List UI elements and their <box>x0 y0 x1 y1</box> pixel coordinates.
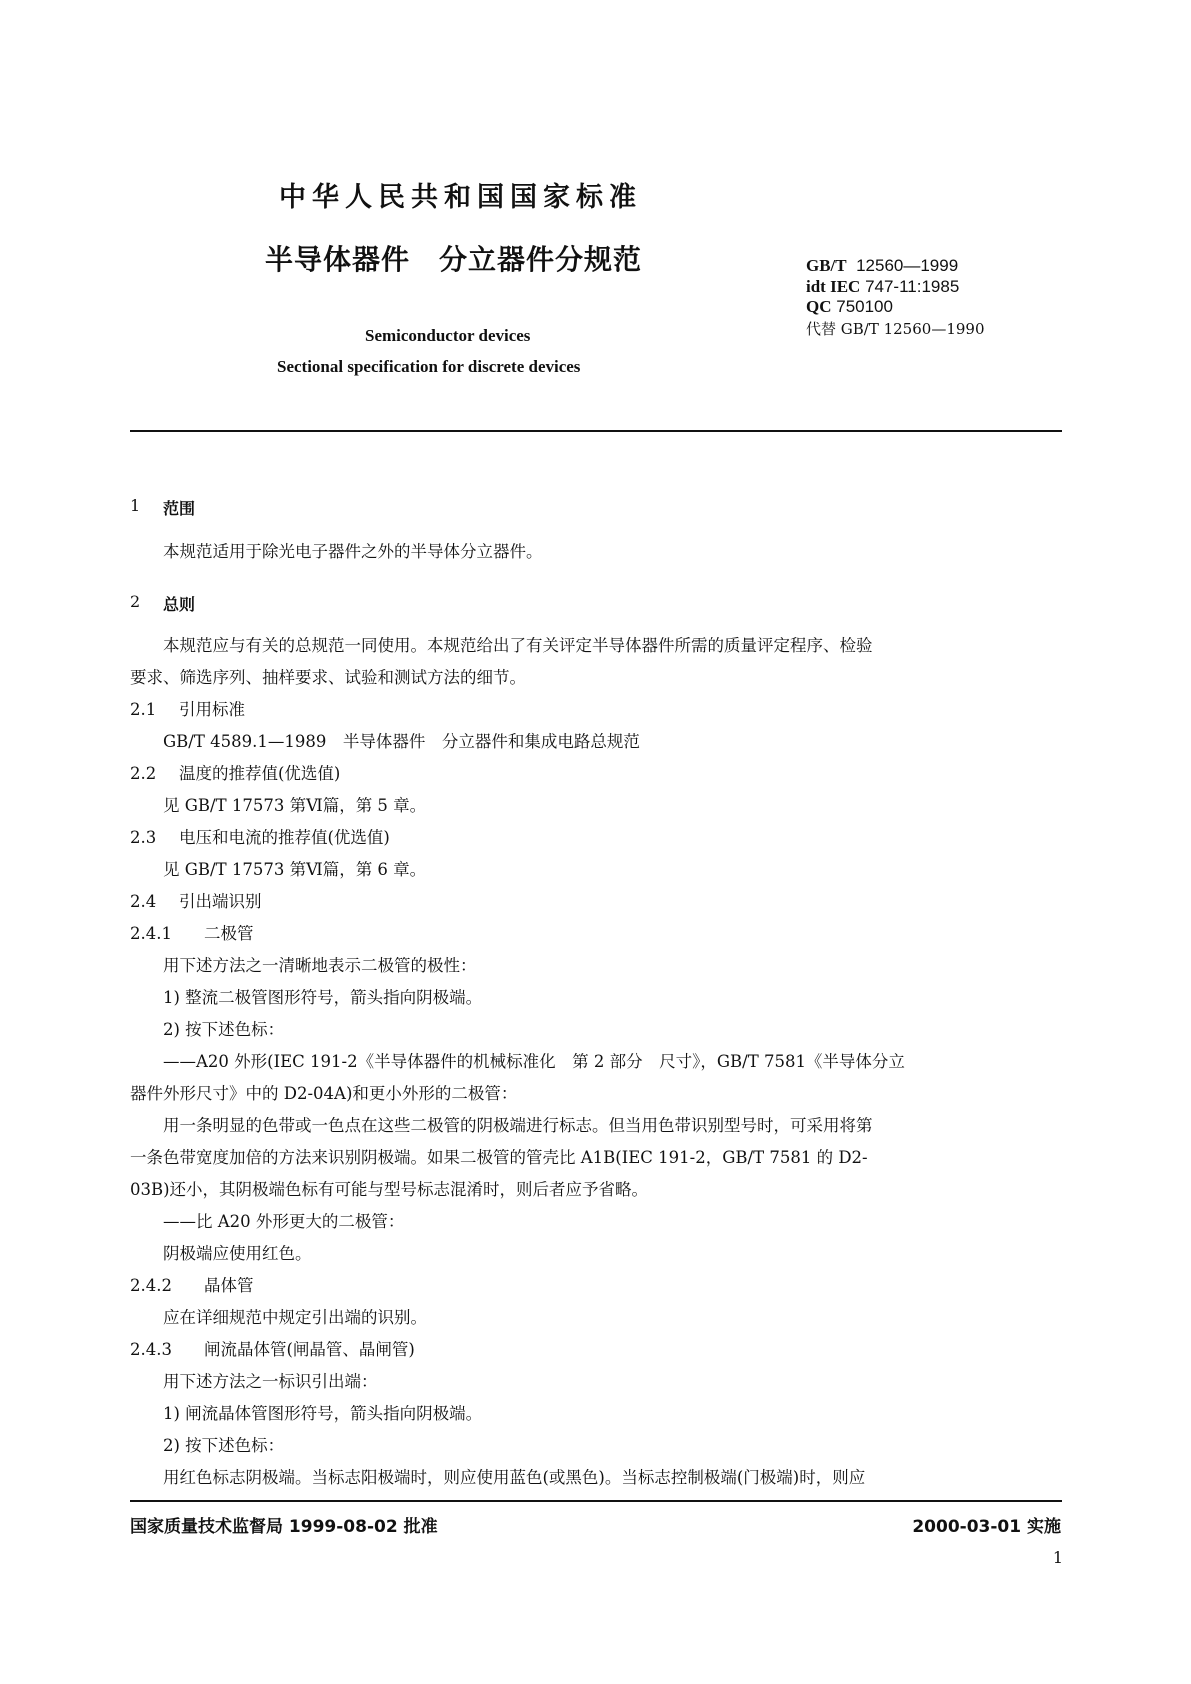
idt-prefix: idt IEC <box>806 277 861 296</box>
standard-number <box>806 256 958 276</box>
section-2-4-3-title: 闸流晶体管(闸晶管、晶闸管) <box>204 1340 415 1359</box>
section-2-4-1-line3: 2) 按下述色标： <box>163 1020 285 1039</box>
section-2-4-2-number: 2.4.2 <box>130 1276 172 1295</box>
section-2-4-1-line10: 阴极端应使用红色。 <box>163 1244 312 1263</box>
section-2-2-title: 温度的推荐值(优选值) <box>179 764 341 783</box>
idt-reference <box>806 277 959 297</box>
document-title-cn: 半导体器件 分立器件分规范 <box>265 243 643 276</box>
section-2-4-1-line2: 1) 整流二极管图形符号，箭头指向阴极端。 <box>163 988 483 1007</box>
section-2-4-1-number: 2.4.1 <box>130 924 172 943</box>
section-2-3-number: 2.3 <box>130 828 157 847</box>
section-2-4-3-line4: 用红色标志阴极端。当标志阳极端时，则应使用蓝色(或黑色)。当标志控制极端(门极端)时，则应 <box>163 1468 866 1487</box>
section-2-4-1-line9: ——比 A20 外形更大的二极管： <box>163 1212 405 1231</box>
qc-reference <box>806 297 893 317</box>
qc-prefix: QC <box>806 297 832 316</box>
section-2-4-3-number: 2.4.3 <box>130 1340 172 1359</box>
section-1-title: 范围 <box>163 499 196 518</box>
section-1-text: 本规范适用于除光电子器件之外的半导体分立器件。 <box>163 542 543 561</box>
idt-code: 747-11:1985 <box>865 277 960 296</box>
qc-code: 750100 <box>836 297 893 316</box>
section-2-4-1-line1: 用下述方法之一清晰地表示二极管的极性： <box>163 956 477 975</box>
section-2-4-1-title: 二极管 <box>204 924 254 943</box>
section-2-4-title: 引出端识别 <box>179 892 262 911</box>
standard-prefix: GB/T <box>806 256 847 275</box>
replaces-note: 代替 GB/T 12560—1990 <box>806 320 985 338</box>
section-2-number: 2 <box>130 592 141 611</box>
section-2-2-number: 2.2 <box>130 764 157 783</box>
section-2-4-1-line5: 器件外形尺寸》中的 D2-04A)和更小外形的二极管： <box>130 1084 518 1103</box>
section-2-4-3-line3: 2) 按下述色标： <box>163 1436 285 1455</box>
section-2-4-2-text: 应在详细规范中规定引出端的识别。 <box>163 1308 427 1327</box>
section-2-4-1-line7: 一条色带宽度加倍的方法来识别阴极端。如果二极管的管壳比 A1B(IEC 191-2，GB/T 7581 的 D2- <box>130 1148 868 1167</box>
national-standard-heading: 中华人民共和国国家标准 <box>279 182 642 213</box>
section-2-title: 总则 <box>163 595 196 614</box>
section-2-2-text: 见 GB/T 17573 第Ⅵ篇，第 5 章。 <box>163 796 427 815</box>
section-2-4-3-line2: 1) 闸流晶体管图形符号，箭头指向阴极端。 <box>163 1404 483 1423</box>
section-2-text-line1: 本规范应与有关的总规范一同使用。本规范给出了有关评定半导体器件所需的质量评定程序、检验 <box>163 636 873 655</box>
section-2-3-text: 见 GB/T 17573 第Ⅵ篇，第 6 章。 <box>163 860 427 879</box>
footer-rule <box>130 1500 1062 1502</box>
implementation-date: 2000-03-01 实施 <box>912 1517 1061 1537</box>
section-2-4-2-title: 晶体管 <box>204 1276 254 1295</box>
section-2-1-title: 引用标准 <box>179 700 245 719</box>
section-2-1-number: 2.1 <box>130 700 157 719</box>
header-rule <box>130 430 1062 432</box>
section-1-number: 1 <box>130 496 141 515</box>
approval-line: 国家质量技术监督局 1999-08-02 批准 <box>130 1517 438 1537</box>
section-2-4-number: 2.4 <box>130 892 157 911</box>
section-2-4-1-line6: 用一条明显的色带或一色点在这些二极管的阴极端进行标志。但当用色带识别型号时，可采用将第 <box>163 1116 873 1135</box>
page-number: 1 <box>1052 1548 1063 1567</box>
section-2-4-1-line4: ——A20 外形(IEC 191-2《半导体器件的机械标准化 第 2 部分 尺寸》，GB/T 7581《半导体分立 <box>163 1052 905 1071</box>
document-title-en-line2: Sectional specification for discrete devices <box>277 357 581 376</box>
document-title-en-line1: Semiconductor devices <box>365 326 531 345</box>
section-2-4-3-line1: 用下述方法之一标识引出端： <box>163 1372 378 1391</box>
section-2-1-text: GB/T 4589.1—1989 半导体器件 分立器件和集成电路总规范 <box>163 732 640 751</box>
standard-code: 12560—1999 <box>856 256 959 275</box>
section-2-3-title: 电压和电流的推荐值(优选值) <box>179 828 390 847</box>
section-2-4-1-line8: 03B)还小，其阴极端色标有可能与型号标志混淆时，则后者应予省略。 <box>130 1180 649 1199</box>
section-2-text-line2: 要求、筛选序列、抽样要求、试验和测试方法的细节。 <box>130 668 526 687</box>
